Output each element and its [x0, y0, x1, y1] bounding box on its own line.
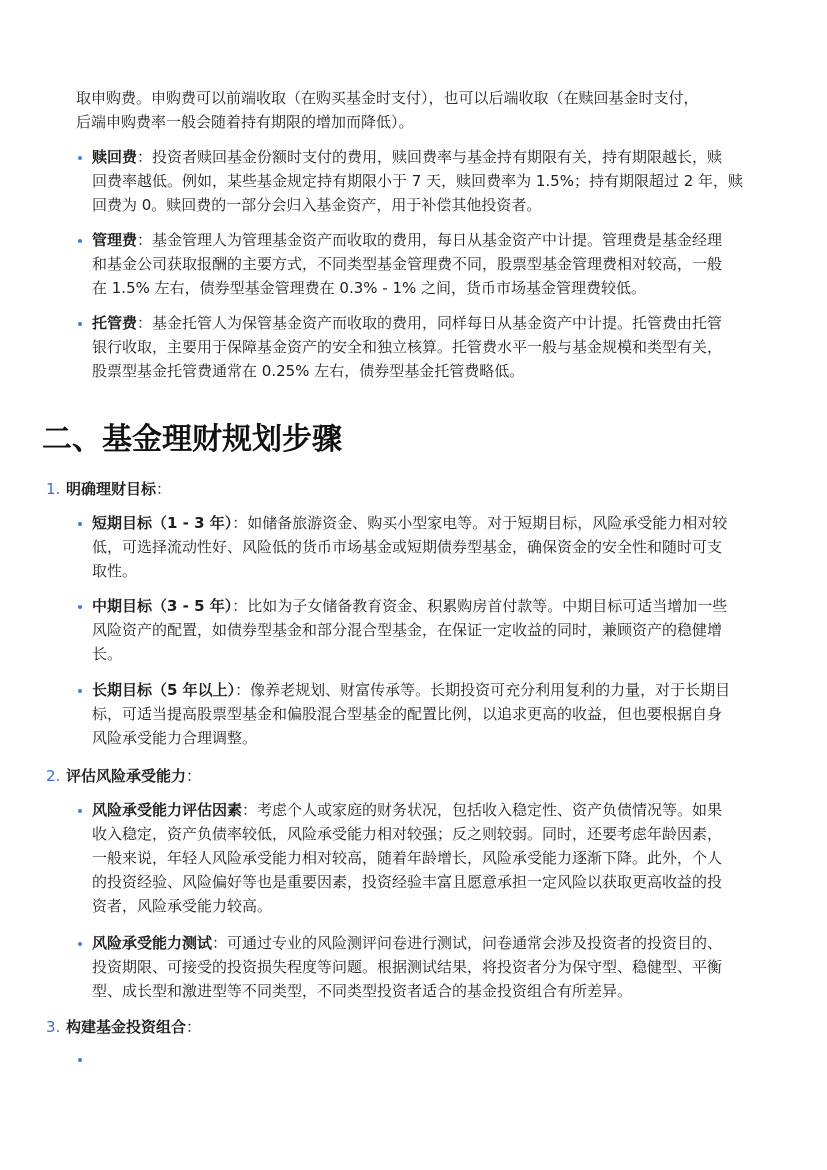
text-line: 回费率越低。例如，某些基金规定持有期限小于 7 天，赎回费率为 1.5%；持有期限超过 2 年，赎: [92, 172, 744, 190]
text-line: 取申购费。申购费可以前端收取（在购买基金时支付），也可以后端收取（在赎回基金时支付，: [76, 89, 699, 107]
step-title-text: 明确理财目标: [66, 480, 157, 498]
risk-term: 风险承受能力测试: [92, 934, 213, 952]
step-number: 2.: [46, 767, 61, 785]
text-line: 长。: [92, 645, 123, 663]
bullet-icon: [78, 689, 82, 693]
colon: ：: [156, 480, 172, 498]
step-title-text: 评估风险承受能力: [66, 767, 187, 785]
text-line: 取性。: [92, 562, 138, 580]
bullet-icon: [78, 156, 82, 160]
text-line: ：基金管理人为管理基金资产而收取的费用，每日从基金资产中计提。管理费是基金经理: [137, 231, 723, 249]
bullet-icon: [78, 809, 82, 813]
colon: ：: [186, 1018, 202, 1036]
text-line: 回费为 0。赎回费的一部分会归入基金资产，用于补偿其他投资者。: [92, 196, 542, 214]
text-line: 风险承受能力合理调整。: [92, 729, 258, 747]
fee-item-redemption: [92, 145, 743, 217]
bullet-icon: [78, 605, 82, 609]
text-line: ：像养老规划、财富传承等。长期投资可充分利用复利的力量，对于长期目: [235, 681, 731, 699]
text-line: ：投资者赎回基金份额时支付的费用，赎回费率与基金持有期限有关，持有期限越长，赎: [137, 148, 723, 166]
text-line: 银行收取，主要用于保障基金资产的安全和独立核算。托管费水平一般与基金规模和类型有关，: [92, 338, 723, 356]
fee-term: 管理费: [92, 231, 138, 249]
step-title: [66, 1015, 201, 1039]
text-line: ：可通过专业的风险测评问卷进行测试，问卷通常会涉及投资者的投资目的、: [212, 934, 723, 952]
text-line: 一般来说，年轻人风险承受能力相对较高，随着年龄增长，风险承受能力逐渐下降。此外，个人: [92, 849, 723, 867]
text-line: 型、成长型和激进型等不同类型，不同类型投资者适合的基金投资组合有所差异。: [92, 982, 633, 1000]
section-heading: 二、基金理财规划步骤: [42, 422, 342, 457]
text-line: 资者，风险承受能力较高。: [92, 897, 273, 915]
step-title: [66, 477, 171, 501]
text-line: ：考虑个人或家庭的财务状况，包括收入稳定性、资产负债情况等。如果: [242, 801, 723, 819]
fee-item-custody: [92, 311, 722, 383]
goal-term: 长期目标（5 年以上）: [92, 681, 236, 699]
bullet-icon: [78, 322, 82, 326]
text-line: 的投资经验、风险偏好等也是重要因素，投资经验丰富且愿意承担一定风险以获取更高收益的投: [92, 873, 723, 891]
goal-item-mid: [92, 594, 727, 666]
bullet-icon: [78, 942, 82, 946]
goal-term: 中期目标（3 - 5 年）: [92, 597, 233, 615]
goal-item-short: [92, 511, 727, 583]
step-title-text: 构建基金投资组合: [66, 1018, 187, 1036]
fee-item-management: [92, 228, 722, 300]
text-line: 投资期限、可接受的投资损失程度等问题。根据测试结果，将投资者分为保守型、稳健型、平衡: [92, 958, 723, 976]
text-line: 标，可适当提高股票型基金和偏股混合型基金的配置比例，以追求更高的收益，但也要根据自身: [92, 705, 723, 723]
text-line: 低，可选择流动性好、风险低的货币市场基金或短期债券型基金，确保资金的安全性和随时可支: [92, 538, 723, 556]
risk-term: 风险承受能力评估因素: [92, 801, 243, 819]
text-line: 和基金公司获取报酬的主要方式，不同类型基金管理费不同，股票型基金管理费相对较高，一般: [92, 255, 723, 273]
goal-item-long: [92, 678, 730, 750]
step-number: 1.: [46, 480, 61, 498]
risk-item-test: [92, 931, 722, 1003]
text-line: 后端申购费率一般会随着持有期限的增加而降低）。: [76, 113, 414, 131]
intro-paragraph: [76, 86, 699, 134]
text-line: 在 1.5% 左右，债券型基金管理费在 0.3% - 1% 之间，货币市场基金管理费较低。: [92, 279, 647, 297]
fee-term: 赎回费: [92, 148, 138, 166]
step-number: 3.: [46, 1018, 61, 1036]
risk-item-factors: [92, 798, 722, 918]
fee-term: 托管费: [92, 314, 138, 332]
bullet-icon: [78, 522, 82, 526]
text-line: 风险资产的配置，如债券型基金和部分混合型基金，在保证一定收益的同时，兼顾资产的稳健增: [92, 621, 723, 639]
bullet-icon: [78, 1058, 82, 1062]
colon: ：: [186, 767, 202, 785]
goal-term: 短期目标（1 - 3 年）: [92, 514, 233, 532]
text-line: ：如储备旅游资金、购买小型家电等。对于短期目标，风险承受能力相对较: [232, 514, 728, 532]
text-line: 股票型基金托管费通常在 0.25% 左右，债券型基金托管费略低。: [92, 362, 525, 380]
text-line: ：基金托管人为保管基金资产而收取的费用，同样每日从基金资产中计提。托管费由托管: [137, 314, 723, 332]
text-line: 收入稳定，资产负债率较低，风险承受能力相对较强；反之则较弱。同时，还要考虑年龄因素，: [92, 825, 723, 843]
bullet-icon: [78, 239, 82, 243]
step-title: [66, 764, 201, 788]
text-line: ：比如为子女储备教育资金、积累购房首付款等。中期目标可适当增加一些: [232, 597, 728, 615]
